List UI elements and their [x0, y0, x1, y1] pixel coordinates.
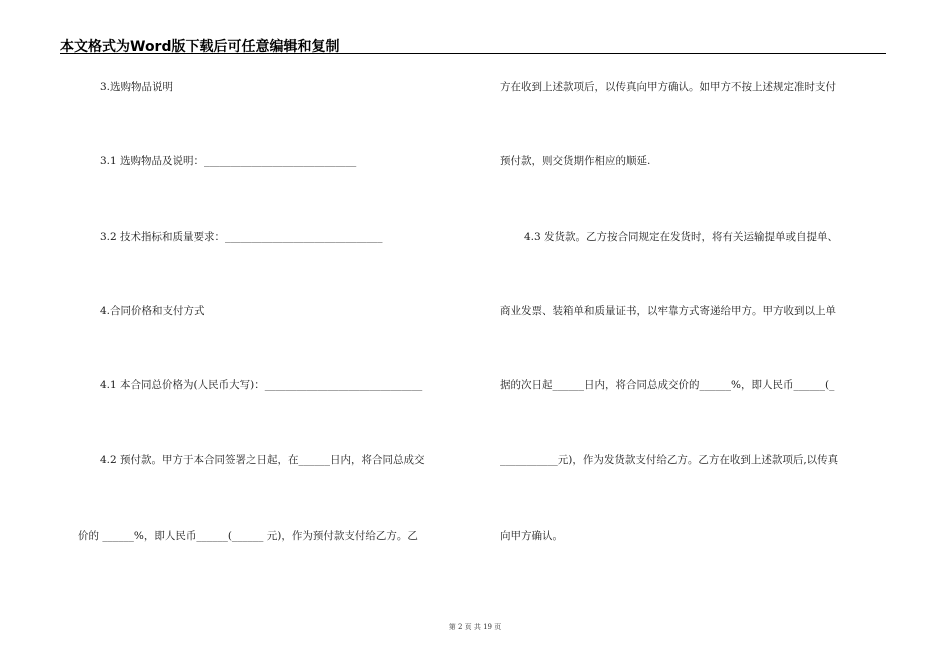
item-4-1-total-price: 4.1 本合同总价格为(人民币大写)：______________________________: [100, 379, 423, 391]
right-paragraph-line: 据的次日起______日内，将合同总成交价的______%，即人民币______(_: [500, 379, 835, 391]
item-4-3-delivery-payment: 4.3 发货款。乙方按合同规定在发货时，将有关运输提单或自提单、: [524, 231, 839, 243]
item-3-2-technical-quality: 3.2 技术指标和质量要求：______________________________: [100, 231, 383, 243]
right-paragraph-line: 预付款，则交货期作相应的顺延.: [500, 155, 651, 167]
right-paragraph-line: ___________元)，作为发货款支付给乙方。乙方在收到上述款项后,以传真: [500, 454, 839, 466]
right-paragraph-line: 向甲方确认。: [500, 530, 563, 542]
right-paragraph-line: 方在收到上述款项后，以传真向甲方确认。如甲方不按上述规定准时支付: [500, 81, 836, 93]
section-3-heading: 3.选购物品说明: [100, 81, 174, 93]
page-number: 第 2 页 共 19 页: [448, 623, 502, 631]
item-3-1-goods-description: 3.1 选购物品及说明：_____________________________: [100, 155, 357, 167]
page-header-title: 本文格式为Word版下载后可任意编辑和复制: [60, 39, 340, 55]
item-4-2-prepayment-cont: 价的 ______%，即人民币______(______ 元)，作为预付款支付给乙方。乙: [78, 530, 418, 542]
section-4-heading: 4.合同价格和支付方式: [100, 305, 205, 317]
header-divider: [60, 53, 886, 54]
item-4-2-prepayment: 4.2 预付款。甲方于本合同签署之日起，在______日内，将合同总成交: [100, 454, 425, 466]
right-paragraph-line: 商业发票、装箱单和质量证书，以牢靠方式寄递给甲方。甲方收到以上单: [500, 305, 836, 317]
